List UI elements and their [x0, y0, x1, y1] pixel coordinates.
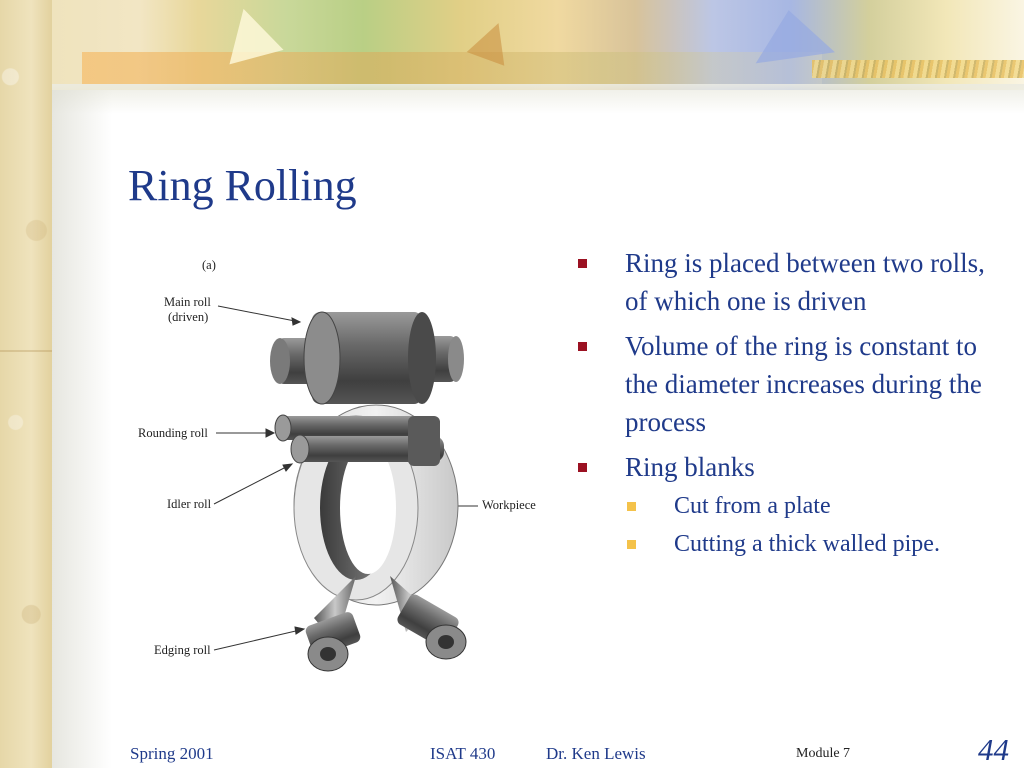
- slide-number: 44: [978, 732, 1009, 767]
- bullet-list: [576, 244, 1006, 568]
- footer-module: Module 7: [796, 746, 851, 761]
- banner-bar: [82, 52, 822, 84]
- sub-bullet-text: Cutting a thick walled pipe.: [674, 531, 940, 557]
- bullet-text: Ring blanks: [625, 452, 755, 482]
- slide-footer: [0, 732, 1024, 768]
- bullet-marker-icon: [578, 259, 587, 268]
- sub-bullet-marker-icon: [627, 540, 636, 549]
- sub-bullet-marker-icon: [627, 502, 636, 511]
- bullet-text: Volume of the ring is constant to the diameter increases during the process: [625, 331, 982, 437]
- footer-author: Dr. Ken Lewis: [546, 744, 646, 763]
- bullet-text: Ring is placed between two rolls, of which one is driven: [625, 248, 985, 316]
- main-roll: [270, 312, 464, 404]
- left-shadow: [52, 90, 112, 768]
- ring-rolling-figure: [118, 240, 548, 692]
- bullet-item: [576, 448, 1006, 561]
- background-left-strip: [0, 0, 52, 768]
- edging-roll-right: [390, 576, 466, 659]
- background-banner: [52, 0, 1024, 90]
- sub-bullet-text: Cut from a plate: [674, 493, 831, 519]
- sub-bullet-item: [562, 490, 1006, 523]
- bullet-marker-icon: [578, 342, 587, 351]
- workpiece-label: Workpiece: [482, 498, 536, 512]
- edging-roll-label: Edging roll: [154, 643, 211, 657]
- idler-roll-label: Idler roll: [167, 497, 212, 511]
- rounding-roll-label: Rounding roll: [138, 426, 208, 440]
- sub-bullet-item: [562, 528, 1006, 561]
- main-roll-label: Main roll: [164, 295, 211, 309]
- panel-label: (a): [202, 258, 216, 272]
- banner-shadow: [52, 84, 1024, 114]
- leaf-decoration: [749, 5, 835, 64]
- main-roll-sublabel: (driven): [168, 310, 209, 324]
- bullet-item: [576, 244, 1006, 320]
- bullet-item: [576, 327, 1006, 441]
- ring-rolling-diagram: [118, 240, 548, 692]
- grass-decoration: [812, 60, 1024, 78]
- footer-course: ISAT 430: [430, 744, 496, 763]
- slide-title: Ring Rolling: [128, 161, 357, 210]
- bullet-marker-icon: [578, 463, 587, 472]
- footer-date: Spring 2001: [130, 744, 214, 763]
